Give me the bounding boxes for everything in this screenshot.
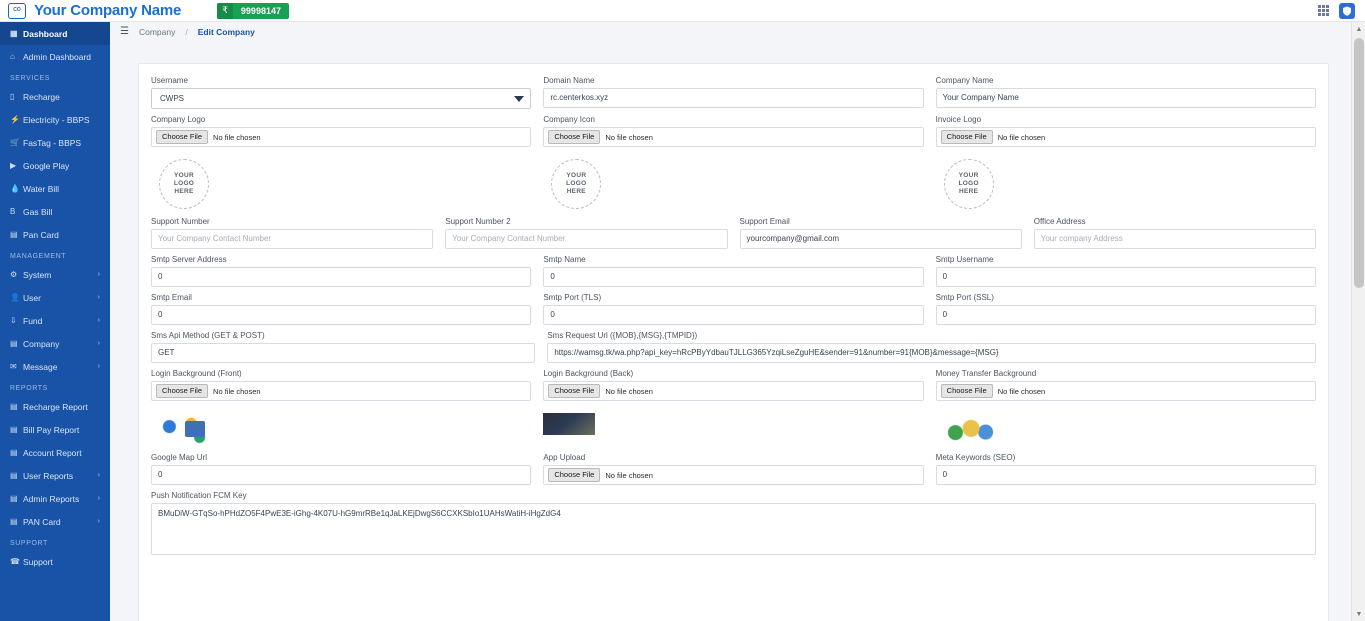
login-bg-back-file-input[interactable] — [543, 381, 923, 401]
sidebar-item-label: Account Report — [23, 447, 82, 458]
cart-icon: 🛒 — [10, 138, 20, 147]
field-sms-api-method — [151, 331, 535, 363]
chevron-right-icon: › — [97, 271, 100, 278]
field-app-upload — [543, 453, 923, 485]
mobile-icon: ▯ — [10, 92, 15, 101]
breadcrumb — [110, 22, 1351, 41]
sidebar-item-label: PAN Card — [23, 516, 61, 527]
field-company-name — [936, 76, 1316, 109]
push-notification-fcm-key-label: Push Notification FCM Key — [151, 491, 247, 500]
field-sms-request-url — [547, 331, 1316, 363]
sidebar-item-admin-dashboard[interactable] — [0, 45, 110, 68]
chevron-right-icon: › — [97, 294, 100, 301]
invoice-logo-file-input[interactable] — [936, 127, 1316, 147]
field-username — [151, 76, 531, 109]
field-company-logo — [151, 115, 531, 147]
file-name-text: No file chosen — [997, 386, 1046, 396]
smtp-name-label: Smtp Name — [543, 255, 586, 264]
shield-icon[interactable] — [1339, 3, 1355, 19]
smtp-server-address-input[interactable]: 0 — [151, 267, 531, 287]
smtp-server-address-label: Smtp Server Address — [151, 255, 227, 264]
logo-placeholder-line1: YOUR — [958, 171, 979, 179]
logo-placeholder-line2: LOGO — [173, 179, 195, 187]
grid-icon[interactable] — [1318, 5, 1329, 16]
field-support-number — [151, 217, 433, 249]
sidebar-item-dashboard[interactable] — [0, 22, 110, 45]
username-label: Username — [151, 76, 188, 85]
chevron-down-icon — [514, 96, 524, 102]
brand-name: Your Company Name — [34, 2, 182, 19]
sidebar-item-google-play[interactable] — [0, 154, 110, 177]
file-name-text: No file chosen — [997, 132, 1046, 142]
support-email-input[interactable]: yourcompany@gmail.com — [740, 229, 1022, 249]
topbar-right — [1318, 3, 1365, 19]
field-invoice-logo — [936, 115, 1316, 147]
meta-keywords-input[interactable]: 0 — [936, 465, 1316, 485]
logo-placeholder-line2: LOGO — [958, 179, 979, 187]
smtp-name-input[interactable]: 0 — [543, 267, 923, 287]
sms-request-url-label: Sms Request Url ({MOB},{MSG},{TMPID}) — [547, 331, 698, 340]
sidebar-item-label: FasTag - BBPS — [23, 137, 82, 148]
field-company-icon — [543, 115, 923, 147]
smtp-email-input[interactable]: 0 — [151, 305, 531, 325]
sidebar-item-user-reports[interactable] — [0, 464, 110, 487]
sidebar-item-admin-reports[interactable] — [0, 487, 110, 510]
sidebar-item-recharge-report[interactable] — [0, 395, 110, 418]
smtp-port-tls-label: Smtp Port (TLS) — [543, 293, 602, 302]
sidebar-item-support[interactable] — [0, 550, 110, 573]
field-smtp-username — [936, 255, 1316, 287]
company-logo-preview — [159, 159, 209, 209]
choose-file-button[interactable]: Choose File — [156, 130, 208, 144]
login-bg-front-file-input[interactable] — [151, 381, 531, 401]
sidebar-item-label: Electricity - BBPS — [23, 114, 90, 125]
sidebar-item-label: System — [23, 269, 52, 280]
smtp-username-input[interactable]: 0 — [936, 267, 1316, 287]
logo-placeholder-line1: YOUR — [174, 171, 194, 179]
sidebar-item-recharge[interactable] — [0, 85, 110, 108]
admin-dashboard-icon: ⌂ — [10, 52, 15, 61]
menu-toggle-icon[interactable]: ☰ — [120, 26, 129, 37]
sidebar-item-label: Admin Dashboard — [23, 51, 92, 62]
file-name-text: No file chosen — [605, 470, 653, 480]
support-number-2-label: Support Number 2 — [445, 217, 511, 226]
sidebar-item-user[interactable] — [0, 286, 110, 309]
main-content — [110, 22, 1351, 621]
sidebar-item-pan-card[interactable] — [0, 223, 110, 246]
top-bar — [0, 0, 1365, 22]
smtp-port-ssl-label: Smtp Port (SSL) — [935, 293, 994, 302]
company-name-label: Company Name — [935, 76, 994, 85]
support-icon: ☎ — [10, 557, 20, 566]
support-number-input[interactable]: Your Company Contact Number — [151, 229, 433, 249]
choose-file-button[interactable]: Choose File — [548, 468, 600, 482]
report-icon: ▤ — [10, 471, 18, 480]
sidebar-section-services: SERVICES — [10, 75, 51, 82]
sidebar-item-system[interactable] — [0, 263, 110, 286]
sidebar-item-label: Support — [23, 556, 53, 567]
company-logo-icon: CO — [8, 3, 26, 19]
chevron-right-icon: › — [97, 340, 100, 347]
company-logo-label: Company Logo — [151, 115, 206, 124]
support-number-2-input[interactable]: Your Company Contact Number — [445, 229, 727, 249]
wallet-balance-button[interactable] — [217, 3, 289, 19]
field-office-address — [1034, 217, 1316, 249]
invoice-logo-label: Invoice Logo — [935, 115, 982, 124]
sidebar-section-reports: REPORTS — [10, 385, 48, 392]
money-transfer-bg-preview — [944, 413, 996, 441]
choose-file-button[interactable]: Choose File — [941, 130, 993, 144]
login-bg-front-label: Login Background (Front) — [151, 369, 242, 378]
field-support-email — [740, 217, 1022, 249]
google-map-url-label: Google Map Url — [151, 453, 208, 462]
google-map-url-input[interactable]: 0 — [151, 465, 531, 485]
gas-icon: B — [10, 207, 16, 216]
company-icon-preview — [551, 159, 601, 209]
report-icon: ▤ — [10, 425, 18, 434]
form-row-smtp-1 — [151, 255, 1316, 293]
sms-api-method-label: Sms Api Method (GET & POST) — [151, 331, 265, 340]
field-support-number-2 — [445, 217, 727, 249]
field-smtp-server-address — [151, 255, 531, 287]
sidebar-item-pan-card-report[interactable] — [0, 510, 110, 533]
push-notification-fcm-key-textarea[interactable]: BMuDiW-GTqSo-hPHdZO5F4PwE3E-iGhg-4K07U-hG9mrRBe1qJaLKEjDwgS6CCXKSbIo1UAHsWatiH-iHgZdG4 — [151, 503, 1316, 555]
sidebar-item-label: Admin Reports — [23, 493, 80, 504]
office-address-label: Office Address — [1033, 217, 1086, 226]
sidebar-item-company[interactable] — [0, 332, 110, 355]
report-icon: ▤ — [10, 448, 18, 457]
domain-name-label: Domain Name — [543, 76, 595, 85]
smtp-username-label: Smtp Username — [935, 255, 994, 264]
sidebar-item-label: Water Bill — [23, 183, 60, 194]
choose-file-button[interactable]: Choose File — [156, 384, 208, 398]
sms-request-url-input[interactable]: https://wamsg.tk/wa.php?api_key=hRcPByYdbauTJLLG365YzqiLseZguHE&sender=91&number=91{MOB}&message={MSG} — [547, 343, 1316, 363]
report-icon: ▤ — [10, 402, 18, 411]
app-upload-label: App Upload — [543, 453, 586, 462]
sidebar-item-label: Dashboard — [23, 28, 68, 39]
field-login-bg-back — [543, 369, 923, 401]
gear-icon: ⚙ — [10, 270, 18, 279]
field-push-notification-fcm-key — [151, 491, 1316, 555]
report-icon: ▤ — [10, 494, 18, 503]
sidebar-item-label: User — [23, 292, 41, 303]
logo-placeholder-line3: HERE — [174, 188, 194, 196]
field-google-map-url — [151, 453, 531, 485]
form-row-logos — [151, 115, 1316, 153]
sidebar-item-account-report[interactable] — [0, 441, 110, 464]
choose-file-button[interactable]: Choose File — [941, 384, 993, 398]
money-transfer-bg-label: Money Transfer Background — [935, 369, 1037, 378]
sidebar-item-label: Google Play — [23, 160, 70, 171]
sidebar-section-support: SUPPORT — [10, 540, 48, 547]
choose-file-button[interactable]: Choose File — [548, 130, 600, 144]
chevron-right-icon: › — [97, 495, 100, 502]
company-icon: ▤ — [10, 339, 18, 348]
field-smtp-port-tls — [543, 293, 923, 325]
breadcrumb-separator: / — [185, 26, 188, 37]
background-preview-row — [151, 413, 1316, 447]
smtp-email-label: Smtp Email — [151, 293, 192, 302]
smtp-port-tls-input[interactable]: 0 — [543, 305, 923, 325]
username-select[interactable] — [151, 88, 531, 109]
field-smtp-name — [543, 255, 923, 287]
login-bg-front-preview — [159, 413, 211, 447]
username-select-value: CWPS — [160, 94, 184, 103]
invoice-logo-preview — [944, 159, 994, 209]
chevron-right-icon: › — [97, 317, 100, 324]
support-email-label: Support Email — [739, 217, 790, 226]
play-icon: ▶ — [10, 161, 17, 170]
card-icon: ▤ — [10, 517, 18, 526]
sidebar-section-management: MANAGEMENT — [10, 253, 67, 260]
sidebar-item-water-bill[interactable] — [0, 177, 110, 200]
file-name-text: No file chosen — [605, 132, 653, 142]
scroll-down-icon[interactable]: ▼ — [1355, 610, 1363, 618]
sidebar-item-label: Message — [23, 361, 58, 372]
form-row-misc — [151, 453, 1316, 491]
sidebar-item-fund[interactable] — [0, 309, 110, 332]
logo-placeholder-line2: LOGO — [566, 179, 587, 187]
company-name-input[interactable]: Your Company Name — [936, 88, 1316, 108]
login-bg-back-preview — [543, 413, 595, 435]
form-row-sms — [151, 331, 1316, 369]
chevron-right-icon: › — [97, 518, 100, 525]
user-icon: 👤 — [10, 293, 20, 302]
meta-keywords-label: Meta Keywords (SEO) — [935, 453, 1016, 462]
scrollbar-thumb[interactable] — [1354, 38, 1364, 288]
sidebar-item-gas-bill[interactable] — [0, 200, 110, 223]
sidebar-item-label: Company — [23, 338, 60, 349]
logo-placeholder-line3: HERE — [566, 188, 586, 196]
sidebar-item-label: Pan Card — [23, 229, 59, 240]
app-upload-file-input[interactable] — [543, 465, 923, 485]
edit-company-form-card — [138, 63, 1329, 621]
chevron-right-icon: › — [97, 363, 100, 370]
field-smtp-port-ssl — [936, 293, 1316, 325]
page-scrollbar[interactable] — [1351, 22, 1365, 621]
field-domain-name — [543, 76, 923, 109]
logo-placeholder-line1: YOUR — [566, 171, 587, 179]
sidebar-item-bill-pay-report[interactable] — [0, 418, 110, 441]
field-meta-keywords — [936, 453, 1316, 485]
smtp-port-ssl-input[interactable]: 0 — [936, 305, 1316, 325]
card-icon: ▤ — [10, 230, 18, 239]
domain-name-input[interactable]: rc.centerkos.xyz — [543, 88, 923, 108]
sidebar-item-fastag-bbps[interactable] — [0, 131, 110, 154]
sidebar-item-label: Recharge — [23, 91, 60, 102]
field-money-transfer-bg — [936, 369, 1316, 401]
rupee-icon: ₹ — [217, 3, 233, 19]
sidebar-item-electricity-bbps[interactable] — [0, 108, 110, 131]
field-login-bg-front — [151, 369, 531, 401]
file-name-text: No file chosen — [213, 386, 261, 396]
form-row-contacts — [151, 217, 1316, 255]
sidebar-item-label: Bill Pay Report — [23, 424, 80, 435]
sidebar-item-message[interactable] — [0, 355, 110, 378]
dashboard-icon: ▦ — [10, 29, 18, 38]
support-number-label: Support Number — [151, 217, 210, 226]
company-icon-file-input[interactable] — [543, 127, 923, 147]
chevron-right-icon: › — [97, 472, 100, 479]
form-row-identity — [151, 76, 1316, 115]
logo-placeholder-line3: HERE — [959, 188, 979, 196]
drop-icon: 💧 — [10, 184, 20, 193]
company-icon-label: Company Icon — [543, 115, 595, 124]
office-address-input[interactable]: Your company Address — [1034, 229, 1316, 249]
sidebar[interactable] — [0, 22, 110, 621]
breadcrumb-current: Edit Company — [197, 26, 255, 37]
wallet-amount: 99998147 — [240, 5, 281, 16]
message-icon: ✉ — [10, 362, 17, 371]
money-transfer-bg-file-input[interactable] — [936, 381, 1316, 401]
sidebar-item-label: Fund — [23, 315, 43, 326]
sidebar-item-label: Recharge Report — [23, 401, 88, 412]
field-smtp-email — [151, 293, 531, 325]
form-row-backgrounds — [151, 369, 1316, 407]
file-name-text: No file chosen — [605, 386, 653, 396]
logo-preview-row — [151, 159, 1316, 209]
sms-api-method-input[interactable]: GET — [151, 343, 535, 363]
breadcrumb-parent[interactable]: Company — [138, 26, 176, 37]
sidebar-item-label: User Reports — [23, 470, 74, 481]
scroll-up-icon[interactable]: ▲ — [1355, 25, 1363, 33]
fund-icon: ⇩ — [10, 316, 17, 325]
login-bg-back-label: Login Background (Back) — [543, 369, 634, 378]
choose-file-button[interactable]: Choose File — [548, 384, 600, 398]
company-logo-file-input[interactable] — [151, 127, 531, 147]
file-name-text: No file chosen — [213, 132, 261, 142]
bolt-icon: ⚡ — [10, 115, 20, 124]
form-row-smtp-2 — [151, 293, 1316, 331]
sidebar-item-label: Gas Bill — [23, 206, 53, 217]
brand-zone — [0, 2, 330, 19]
